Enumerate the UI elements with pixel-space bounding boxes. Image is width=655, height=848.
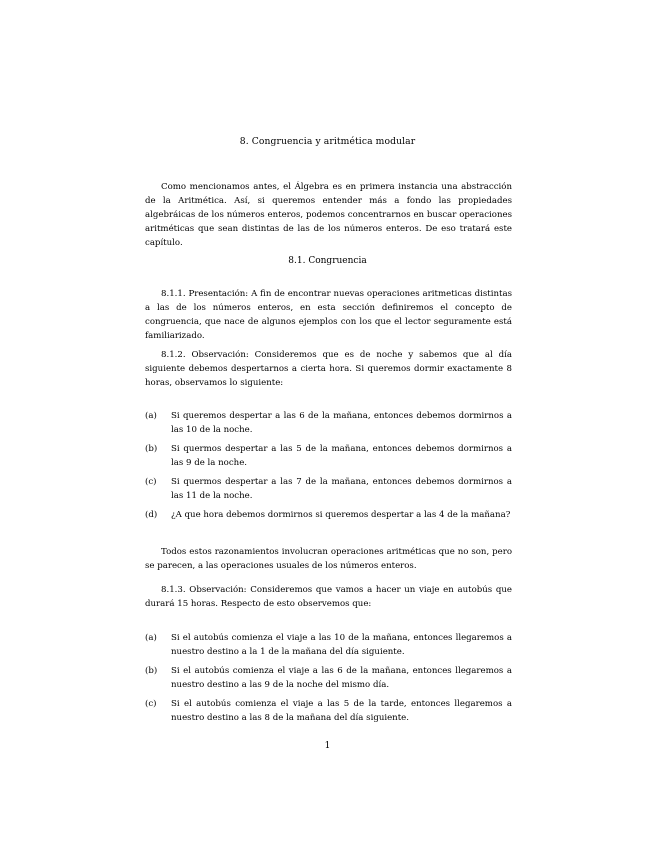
list-item-text: Si el autobús comienza el viaje a las 5 de la tarde, entonces llegaremos a nuestro destino a las 8 de la mañana del día siguiente.: [171, 699, 512, 723]
list-item-label: (d): [145, 510, 158, 520]
list-item-text: Si quermos despertar a las 7 de la mañana, entonces debemos dormirnos a las 11 de la noche.: [171, 477, 512, 501]
presentacion-paragraph: [145, 287, 512, 343]
list-item-text: ¿A que hora debemos dormirnos si queremos despertar a las 4 de la mañana?: [171, 510, 511, 520]
observacion-2-text: Consideremos que vamos a hacer un viaje en autobús que durará 15 horas. Respecto de esto observemos que:: [145, 585, 513, 609]
list-item: [145, 664, 512, 692]
list-item: [145, 508, 512, 522]
observacion-2-paragraph: [145, 583, 512, 611]
observacion-1-text: Consideremos que es de noche y sabemos que al día siguiente debemos despertarnos a cierta hora. Si queremos dormir exactamente 8 horas, observamos lo siguiente:: [145, 350, 513, 388]
list-item: [145, 697, 512, 725]
list-item: [145, 409, 512, 437]
observacion-1-label: 8.1.2. Observación:: [161, 350, 249, 360]
list-item-label: (a): [145, 411, 157, 421]
list-item-label: (a): [145, 633, 157, 643]
list-item-text: Si el autobús comienza el viaje a las 6 de la mañana, entonces llegaremos a nuestro destino a las 9 de la noche del mismo día.: [171, 666, 512, 690]
observacion-2-list: [145, 631, 512, 730]
presentacion-text: A fin de encontrar nuevas operaciones aritmeticas distintas a las de los números enteros, en esta sección definiremos el concepto de congruencia, que nace de algunos ejemplos con los que el lector seguramente está familiarizado.: [145, 289, 512, 341]
list-item: [145, 442, 512, 470]
list-item-text: Si quermos despertar a las 5 de la mañana, entonces debemos dormirnos a las 9 de la noche.: [171, 444, 512, 468]
presentacion-label: 8.1.1. Presentación:: [161, 289, 249, 299]
list-item: [145, 631, 512, 659]
observacion-1-closing: Todos estos razonamientos involucran operaciones aritméticas que no son, pero se parecen, a las operaciones usuales de los números enteros.: [145, 547, 512, 571]
list-item-label: (c): [145, 477, 157, 487]
list-item-text: Si queremos despertar a las 6 de la mañana, entonces debemos dormirnos a las 10 de la noche.: [171, 411, 512, 435]
list-item-label: (b): [145, 666, 158, 676]
intro-paragraph: Como mencionamos antes, el Álgebra es en primera instancia una abstracción de la Aritmética. Así, si queremos entender más a fondo las propiedades algebráicas de los números enteros, podemos concentrarnos en buscar operaciones aritméticas que sean distintas de las de los números enteros. De eso tratará este capítulo.: [145, 182, 512, 248]
list-item-label: (c): [145, 699, 157, 709]
page-number: 1: [324, 741, 331, 751]
list-item-label: (b): [145, 444, 158, 454]
section-title: 8. Congruencia y aritmética modular: [239, 136, 416, 147]
observacion-1-list: [145, 409, 512, 527]
observacion-1-paragraph: [145, 348, 512, 390]
subsection-title: 8.1. Congruencia: [288, 256, 367, 266]
list-item: [145, 475, 512, 503]
observacion-2-label: 8.1.3. Observación:: [161, 585, 247, 595]
list-item-text: Si el autobús comienza el viaje a las 10 de la mañana, entonces llegaremos a nuestro destino a la 1 de la mañana del día siguiente.: [171, 633, 512, 657]
